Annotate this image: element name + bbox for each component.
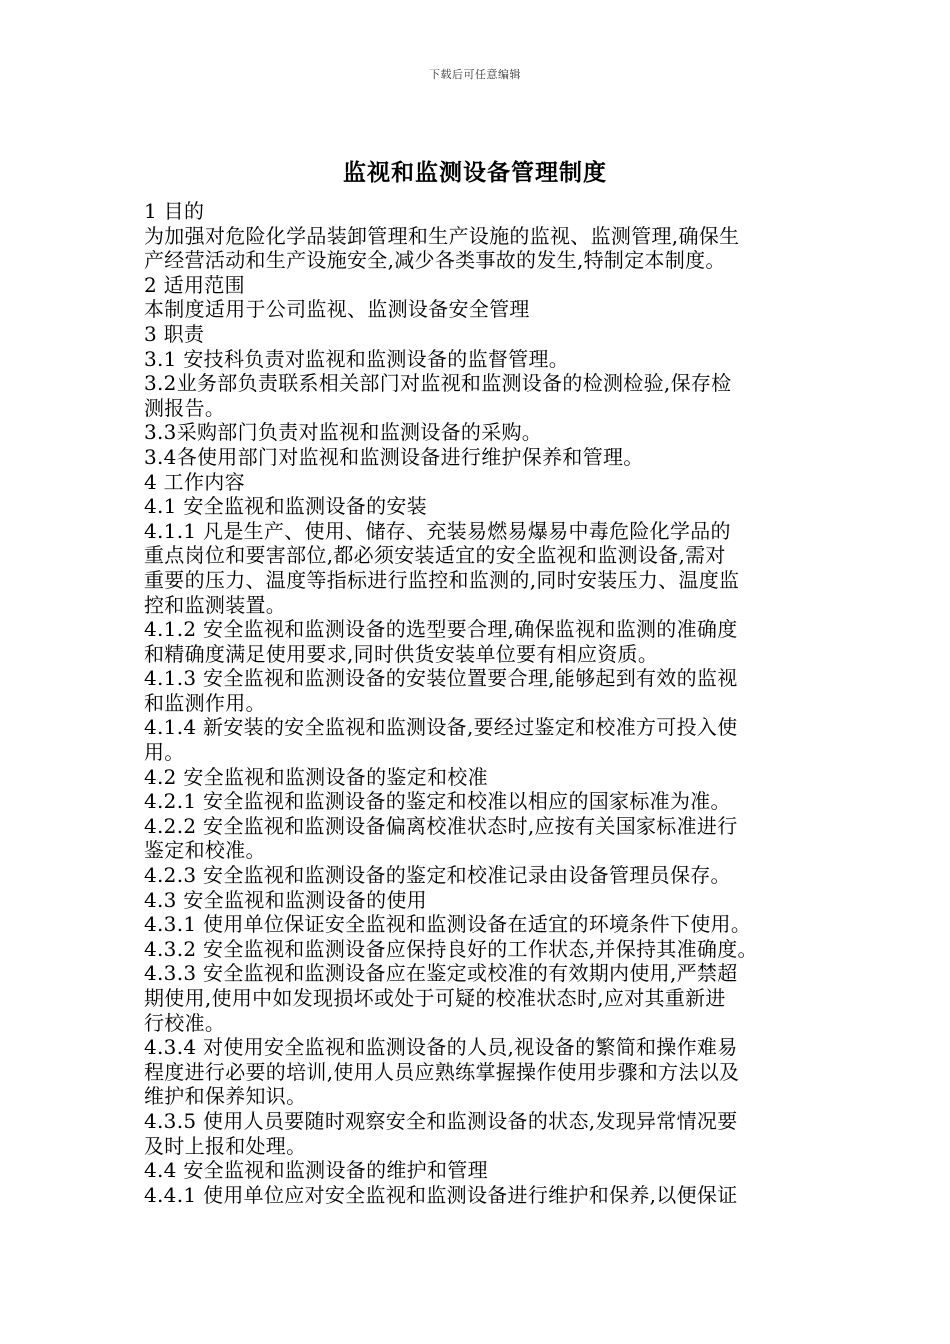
- header-note: 下载后可任意编辑: [429, 68, 521, 81]
- text-line: 4.3.4 对使用安全监视和监测设备的人员,视设备的繁简和操作难易: [144, 1035, 738, 1060]
- text-line: 4.3.3 安全监视和监测设备应在鉴定或校准的有效期内使用,严禁超: [144, 961, 738, 986]
- text-line: 3.2业务部负责联系相关部门对监视和监测设备的检测检验,保存检: [144, 371, 732, 396]
- text-line: 测报告。: [144, 395, 226, 420]
- text-line: 3 职责: [144, 321, 205, 346]
- text-line: 行校准。: [144, 1010, 226, 1035]
- text-line: 3.4各使用部门对监视和监测设备进行维护保养和管理。: [144, 444, 644, 469]
- text-line: 4.4.1 使用单位应对安全监视和监测设备进行维护和保养,以便保证: [144, 1182, 738, 1207]
- text-line: 及时上报和处理。: [144, 1133, 307, 1158]
- text-line: 4.3.2 安全监视和监测设备应保持良好的工作状态,并保持其准确度。: [144, 936, 758, 961]
- text-line: 和精确度满足使用要求,同时供货安装单位要有相应资质。: [144, 641, 659, 666]
- text-line: 控和监测装置。: [144, 592, 287, 617]
- text-line: 产经营活动和生产设施安全,减少各类事故的发生,特制定本制度。: [144, 248, 726, 273]
- text-line: 4.1.4 新安装的安全监视和监测设备,要经过鉴定和校准方可投入使: [144, 715, 738, 740]
- text-line: 4.4 安全监视和监测设备的维护和管理: [144, 1158, 488, 1183]
- text-line: 4.1.3 安全监视和监测设备的安装位置要合理,能够起到有效的监视: [144, 666, 738, 691]
- text-line: 4.3 安全监视和监测设备的使用: [144, 887, 427, 912]
- text-line: 用。: [144, 740, 185, 765]
- text-line: 程度进行必要的培训,使用人员应熟练掌握操作使用步骤和方法以及: [144, 1059, 740, 1084]
- document-title: 监视和监测设备管理制度: [343, 160, 607, 186]
- text-line: 4.2.2 安全监视和监测设备偏离校准状态时,应按有关国家标准进行: [144, 813, 738, 838]
- text-line: 维护和保养知识。: [144, 1084, 307, 1109]
- text-line: 重要的压力、温度等指标进行监控和监测的,同时安装压力、温度监: [144, 567, 740, 592]
- text-line: 4.2.3 安全监视和监测设备的鉴定和校准记录由设备管理员保存。: [144, 863, 731, 888]
- text-line: 2 适用范围: [144, 272, 245, 297]
- text-line: 重点岗位和要害部位,都必须安装适宜的安全监视和监测设备,需对: [144, 543, 726, 568]
- text-line: 4.2.1 安全监视和监测设备的鉴定和校准以相应的国家标准为准。: [144, 789, 731, 814]
- document-body: [144, 199, 816, 1207]
- text-line: 4.3.1 使用单位保证安全监视和监测设备在适宜的环境条件下使用。: [144, 912, 752, 937]
- text-line: 1 目的: [144, 199, 205, 223]
- text-line: 3.3采购部门负责对监视和监测设备的采购。: [144, 420, 543, 445]
- text-line: 4 工作内容: [144, 469, 245, 494]
- text-line: 4.1 安全监视和监测设备的安装: [144, 494, 427, 519]
- text-line: 和监测作用。: [144, 690, 266, 715]
- text-line: 4.2 安全监视和监测设备的鉴定和校准: [144, 764, 488, 789]
- text-line: 本制度适用于公司监视、监测设备安全管理: [144, 297, 530, 322]
- text-line: 鉴定和校准。: [144, 838, 266, 863]
- text-line: 4.1.2 安全监视和监测设备的选型要合理,确保监视和监测的准确度: [144, 617, 738, 642]
- text-line: 4.1.1 凡是生产、使用、储存、充装易燃易爆易中毒危险化学品的: [144, 518, 731, 543]
- text-line: 3.1 安技科负责对监视和监测设备的监督管理。: [144, 346, 570, 371]
- text-line: 为加强对危险化学品装卸管理和生产设施的监视、监测管理,确保生: [144, 223, 740, 248]
- text-line: 4.3.5 使用人员要随时观察安全和监测设备的状态,发现异常情况要: [144, 1108, 738, 1133]
- text-line: 期使用,使用中如发现损坏或处于可疑的校准状态时,应对其重新进: [144, 986, 726, 1010]
